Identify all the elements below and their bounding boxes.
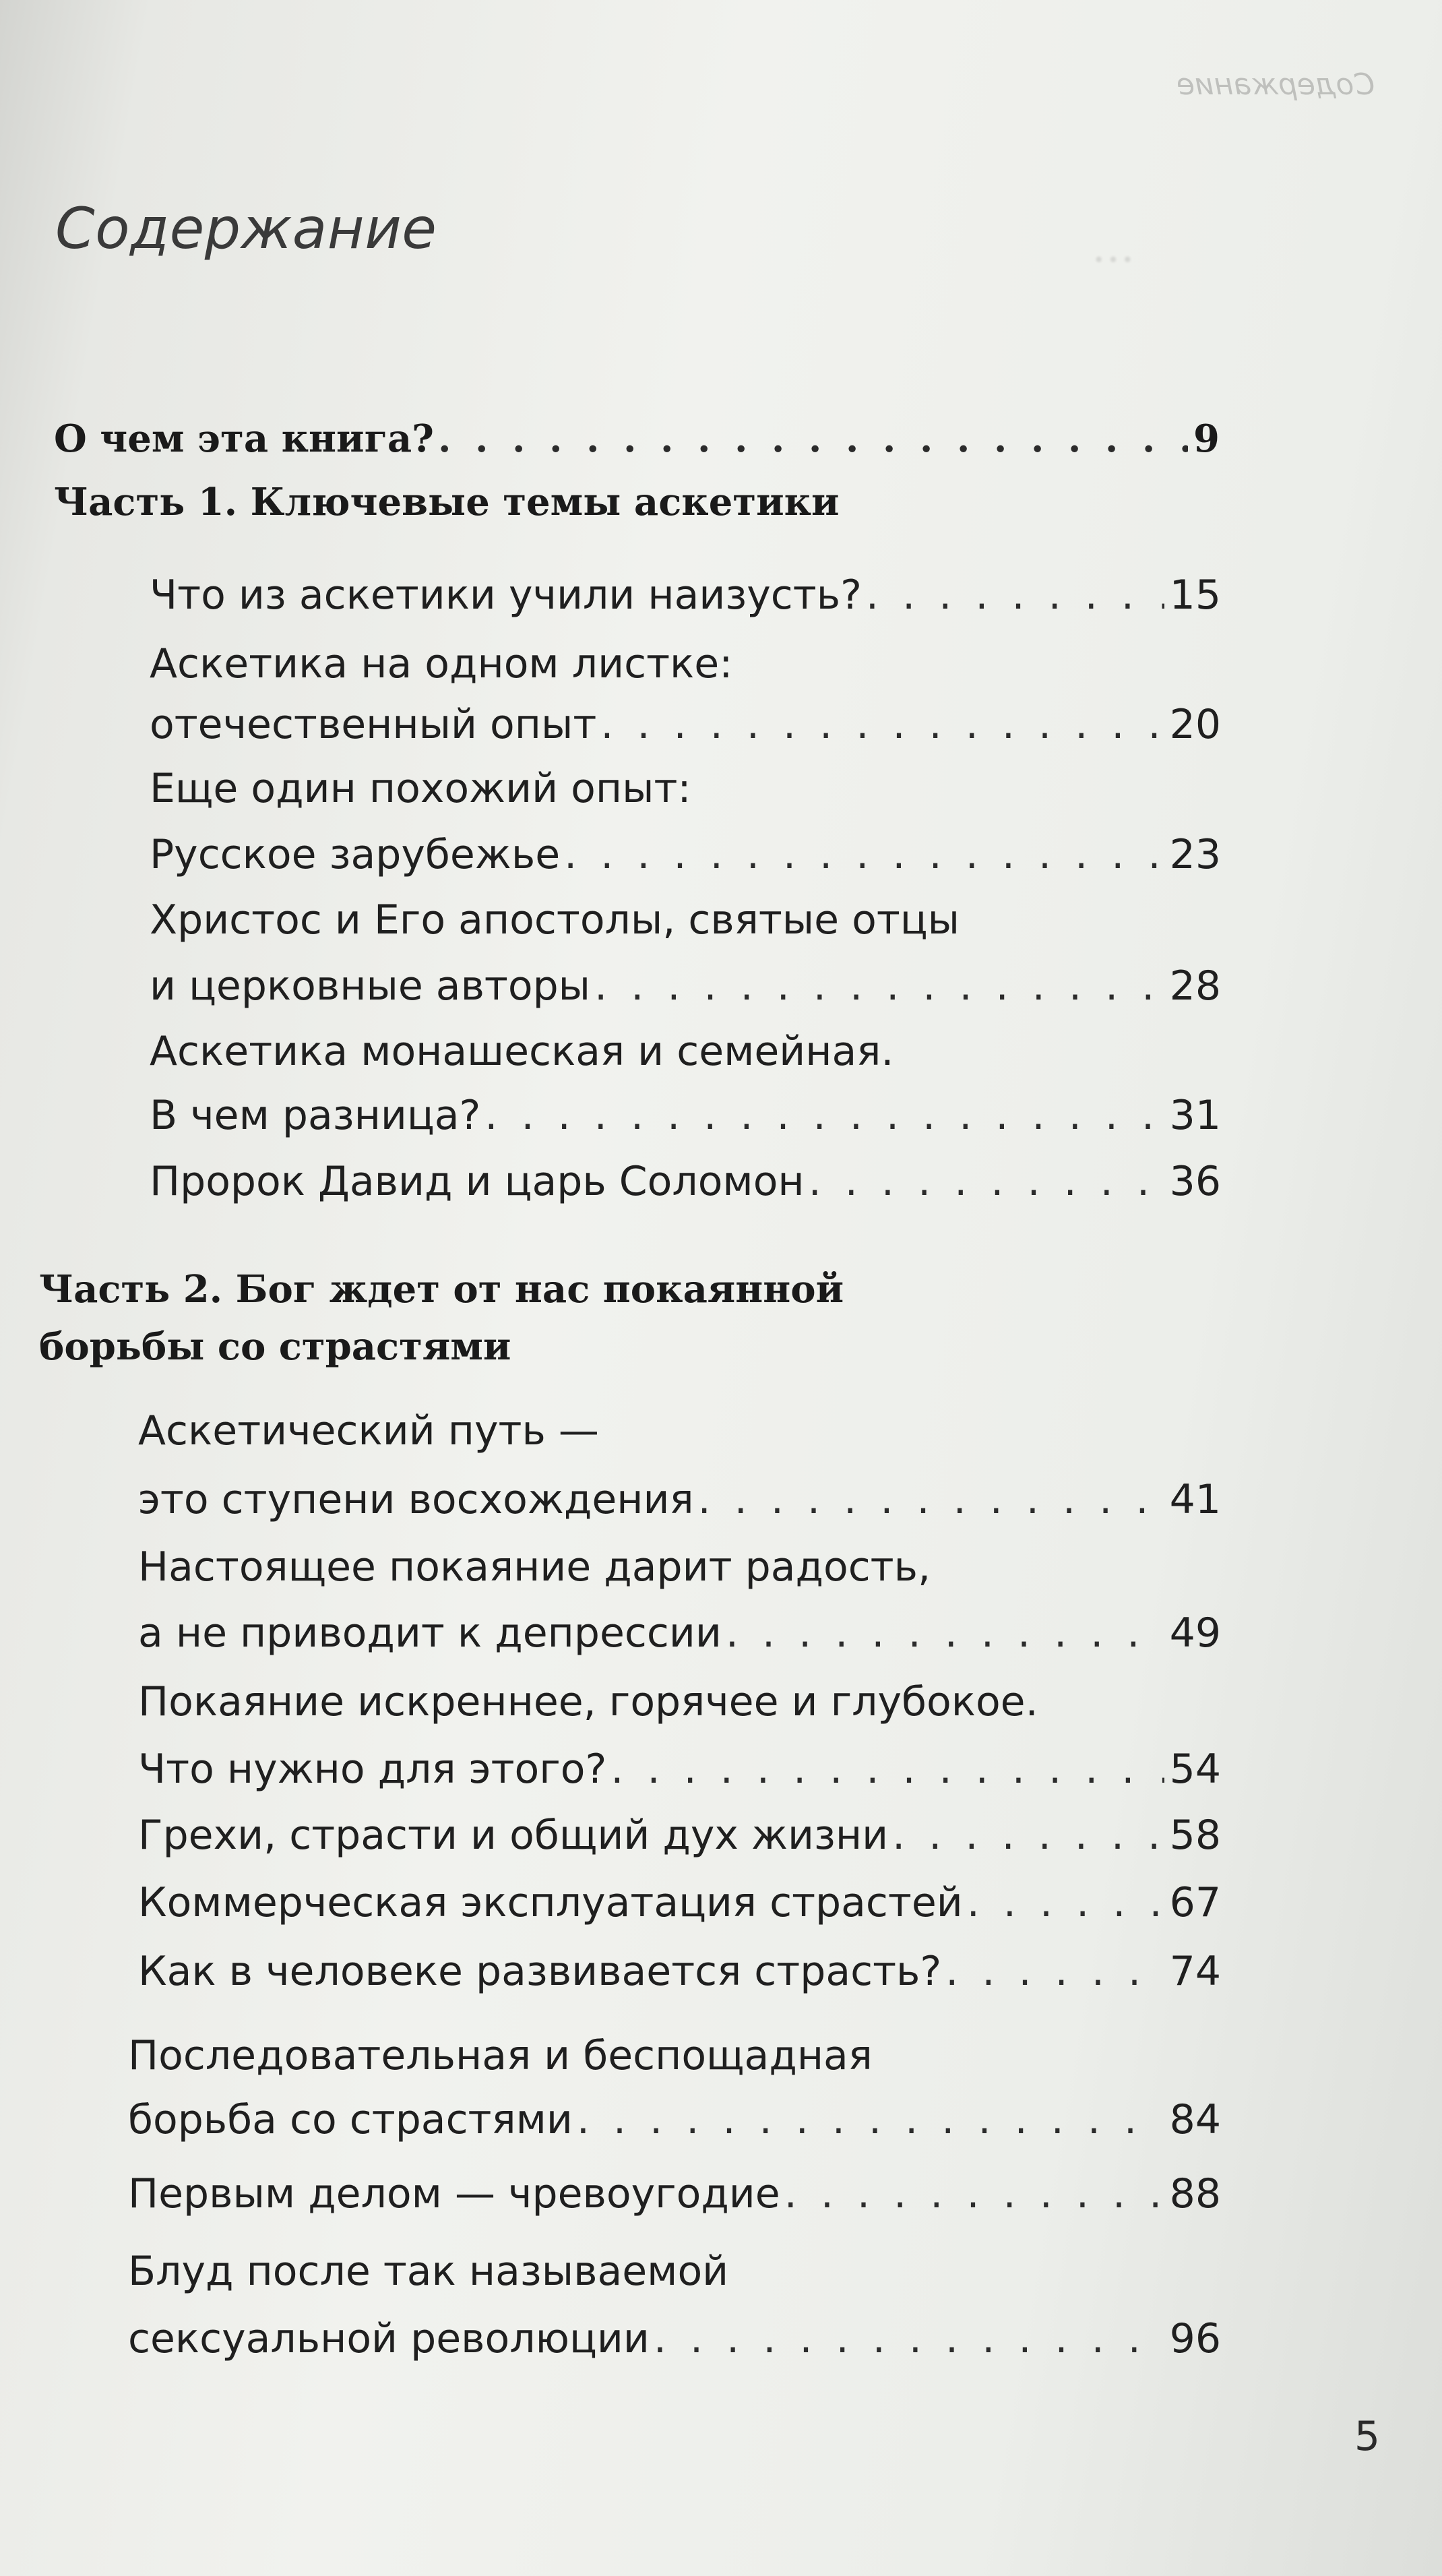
toc-page-number: 9 <box>1193 417 1220 461</box>
toc-page-number: 74 <box>1169 1948 1221 1995</box>
part-heading: Часть 1. Ключевые темы аскетики <box>54 480 840 524</box>
toc-entry[interactable] <box>150 701 1221 748</box>
dot-leader <box>438 417 1188 461</box>
toc-entry-label: борьба со страстями <box>128 2096 573 2143</box>
toc-entry-label: это ступени восхождения <box>138 1476 694 1523</box>
toc-page-number: 67 <box>1169 1879 1221 1926</box>
toc-page-number: 49 <box>1169 1609 1221 1657</box>
toc-entry-label: Русское зарубежье <box>150 831 561 878</box>
dot-leader <box>945 1948 1164 1995</box>
toc-entry[interactable] <box>150 962 1221 1010</box>
toc-entry[interactable] <box>138 1812 1221 1859</box>
toc-entry-line: Аскетика на одном листке: <box>150 640 733 687</box>
dot-leader <box>967 1879 1164 1926</box>
toc-entry[interactable] <box>128 2315 1221 2362</box>
toc-page-number: 31 <box>1169 1092 1221 1139</box>
toc-page-number: 15 <box>1169 572 1221 619</box>
toc-entry-label: Грехи, страсти и общий дух жизни <box>138 1812 889 1859</box>
toc-entry-line: Последовательная и беспощадная <box>128 2032 873 2079</box>
dot-leader <box>484 1092 1164 1139</box>
toc-page-number: 96 <box>1169 2315 1221 2362</box>
part-heading: борьбы со страстями <box>39 1324 511 1369</box>
toc-entry-line: Христос и Его апостолы, святые отцы <box>150 896 960 944</box>
toc-page-number: 58 <box>1169 1812 1221 1859</box>
dot-leader <box>654 2315 1164 2362</box>
dot-leader <box>610 1746 1164 1793</box>
toc-entry-label: Первым делом — чревоугодие <box>128 2170 780 2217</box>
part-heading: Часть 2. Бог ждет от нас покаянной <box>39 1267 844 1312</box>
toc-entry-label: Пророк Давид и царь Соломон <box>150 1158 805 1205</box>
dot-leader <box>594 962 1164 1010</box>
toc-page-number: 20 <box>1169 701 1221 748</box>
toc-entry[interactable] <box>150 1092 1221 1139</box>
toc-entry[interactable] <box>138 1476 1221 1523</box>
toc-entry-line: Настоящее покаяние дарит радость, <box>138 1543 931 1591</box>
toc-page-number: 41 <box>1169 1476 1221 1523</box>
toc-entry-label: отечественный опыт <box>150 701 597 748</box>
dot-leader <box>564 831 1164 878</box>
toc-entry[interactable] <box>150 1158 1221 1205</box>
toc-entry-label: В чем разница? <box>150 1092 481 1139</box>
bleed-through-texture: … <box>1092 222 1135 272</box>
page-folio: 5 <box>1354 2413 1380 2460</box>
toc-entry-intro[interactable] <box>54 417 1220 461</box>
toc-entry-label: Как в человеке развивается страсть? <box>138 1948 942 1995</box>
dot-leader <box>698 1476 1164 1523</box>
toc-page-number: 28 <box>1169 962 1221 1010</box>
toc-entry-line: Аскетический путь — <box>138 1407 599 1454</box>
toc-entry-label: сексуальной революции <box>128 2315 650 2362</box>
toc-entry-line: Еще один похожий опыт: <box>150 765 691 812</box>
toc-entry[interactable] <box>138 1879 1221 1926</box>
dot-leader <box>809 1158 1164 1205</box>
toc-page-number: 84 <box>1169 2096 1221 2143</box>
dot-leader <box>866 572 1164 619</box>
toc-entry-line: Блуд после так называемой <box>128 2248 729 2295</box>
toc-entry-label: Что из аскетики учили наизусть? <box>150 572 862 619</box>
toc-entry-label: а не приводит к депрессии <box>138 1609 722 1657</box>
toc-entry[interactable] <box>138 1609 1221 1657</box>
dot-leader <box>600 701 1164 748</box>
dot-leader <box>577 2096 1164 2143</box>
toc-entry-label: О чем эта книга? <box>54 417 434 461</box>
toc-page-number: 23 <box>1169 831 1221 878</box>
toc-page-number: 54 <box>1169 1746 1221 1793</box>
page-title: Содержание <box>55 195 437 262</box>
toc-entry[interactable] <box>150 831 1221 878</box>
toc-entry[interactable] <box>128 2096 1221 2143</box>
toc-entry[interactable] <box>150 572 1221 619</box>
toc-page-number: 88 <box>1169 2170 1221 2217</box>
dot-leader <box>784 2170 1164 2217</box>
toc-entry-line: Аскетика монашеская и семейная. <box>150 1028 894 1075</box>
toc-entry[interactable] <box>128 2170 1221 2217</box>
toc-entry-label: Коммерческая эксплуатация страстей <box>138 1879 963 1926</box>
running-head: Содержание <box>1176 67 1375 102</box>
toc-entry-label: и церковные авторы <box>150 962 591 1010</box>
toc-entry[interactable] <box>138 1948 1221 1995</box>
toc-entry-line: Покаяние искреннее, горячее и глубокое. <box>138 1678 1038 1725</box>
toc-entry-label: Что нужно для этого? <box>138 1746 607 1793</box>
toc-page-number: 36 <box>1169 1158 1221 1205</box>
dot-leader <box>726 1609 1164 1657</box>
dot-leader <box>892 1812 1164 1859</box>
toc-entry[interactable] <box>138 1746 1221 1793</box>
